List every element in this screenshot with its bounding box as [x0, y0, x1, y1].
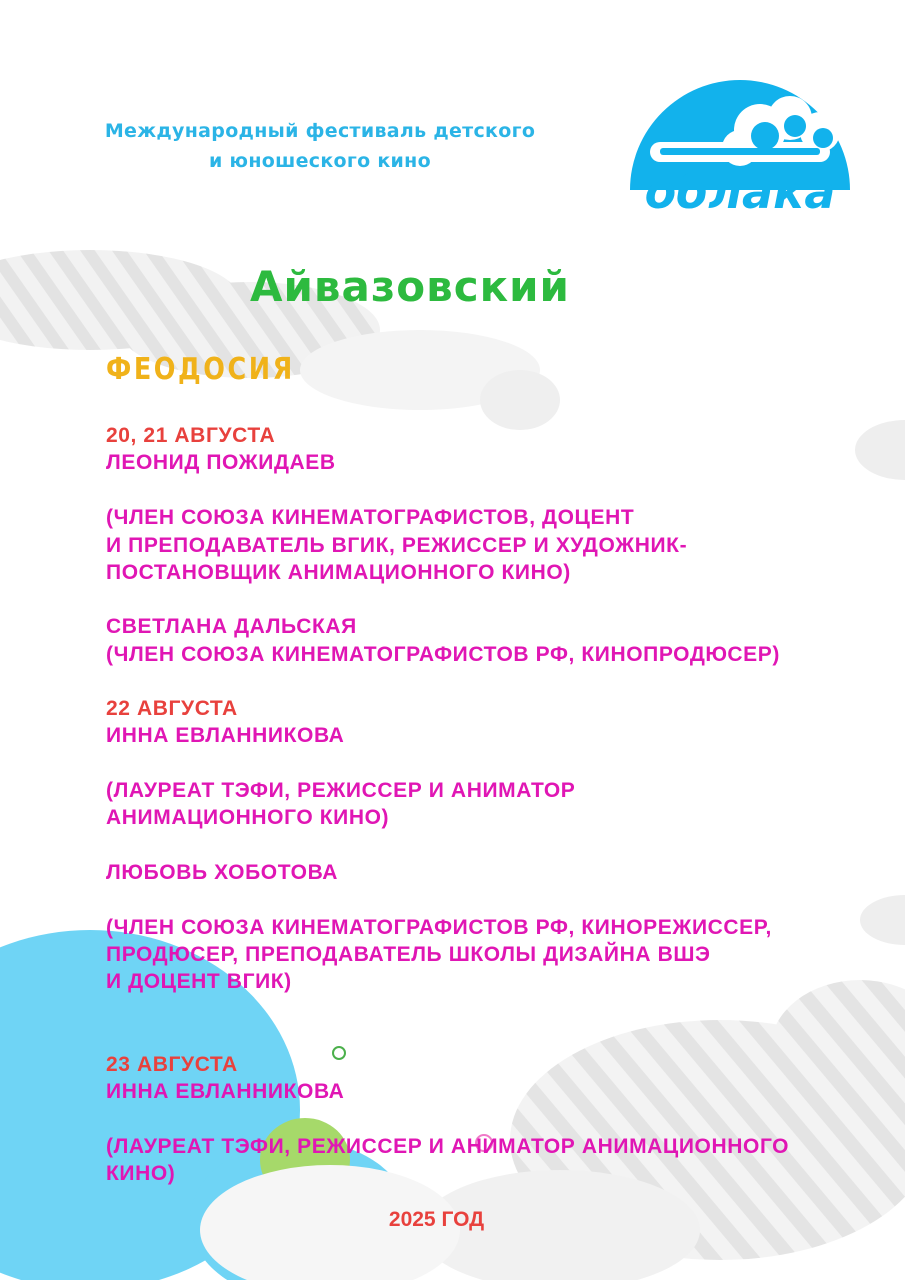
guest-desc-line: ПОСТАНОВЩИК АНИМАЦИОННОГО КИНО) [106, 561, 571, 584]
guest-desc-line: (ЧЛЕН СОЮЗА КИНЕМАТОГРАФИСТОВ РФ, КИНОРЕЖИССЕР, [106, 916, 772, 939]
cloud-shape-right [855, 420, 905, 945]
guest-desc-line: И ДОЦЕНТ ВГИК) [106, 970, 292, 993]
city-heading: ФЕОДОСИЯ [106, 352, 295, 387]
date-label: 22 АВГУСТА [106, 697, 238, 720]
page-title: Айвазовский [250, 262, 570, 311]
guest-name: ИННА ЕВЛАННИКОВА [106, 1080, 345, 1103]
cloud-shape-bottom-right [420, 980, 905, 1280]
guest-name: СВЕТЛАНА ДАЛЬСКАЯ [106, 615, 357, 638]
festival-header [100, 116, 540, 176]
year-footer: 2025 ГОД [388, 1208, 485, 1231]
guest-desc-line: (ЛАУРЕАТ ТЭФИ, РЕЖИССЕР И АНИМАТОР [106, 779, 576, 802]
festival-logo [620, 40, 860, 220]
header-line-2: и юношеского кино [209, 150, 431, 172]
guest-desc-line: (ЧЛЕН СОЮЗА КИНЕМАТОГРАФИСТОВ РФ, КИНОПРОДЮСЕР) [106, 643, 780, 666]
guest-name: ЛЮБОВЬ ХОБОТОВА [106, 861, 339, 884]
guest-name: ИННА ЕВЛАННИКОВА [106, 724, 345, 747]
date-label: 20, 21 АВГУСТА [106, 424, 276, 447]
logo-text: облака [644, 165, 836, 219]
guest-desc-line: (ЧЛЕН СОЮЗА КИНЕМАТОГРАФИСТОВ, ДОЦЕНТ [106, 506, 635, 529]
guest-name: ЛЕОНИД ПОЖИДАЕВ [106, 451, 336, 474]
date-label: 23 АВГУСТА [106, 1053, 238, 1076]
guest-desc-line: (ЛАУРЕАТ ТЭФИ, РЕЖИССЕР И АНИМАТОР АНИМАЦИОННОГО [106, 1135, 790, 1158]
small-circle-green [333, 1047, 345, 1059]
header-line-1: Международный фестиваль детского [104, 120, 536, 142]
guest-desc-line: АНИМАЦИОННОГО КИНО) [106, 806, 390, 829]
guest-desc-line: И ПРЕПОДАВАТЕЛЬ ВГИК, РЕЖИССЕР И ХУДОЖНИК- [106, 534, 688, 557]
guest-desc-line: КИНО) [106, 1162, 176, 1185]
guest-desc-line: ПРОДЮСЕР, ПРЕПОДАВАТЕЛЬ ШКОЛЫ ДИЗАЙНА ВШЭ [106, 943, 711, 966]
